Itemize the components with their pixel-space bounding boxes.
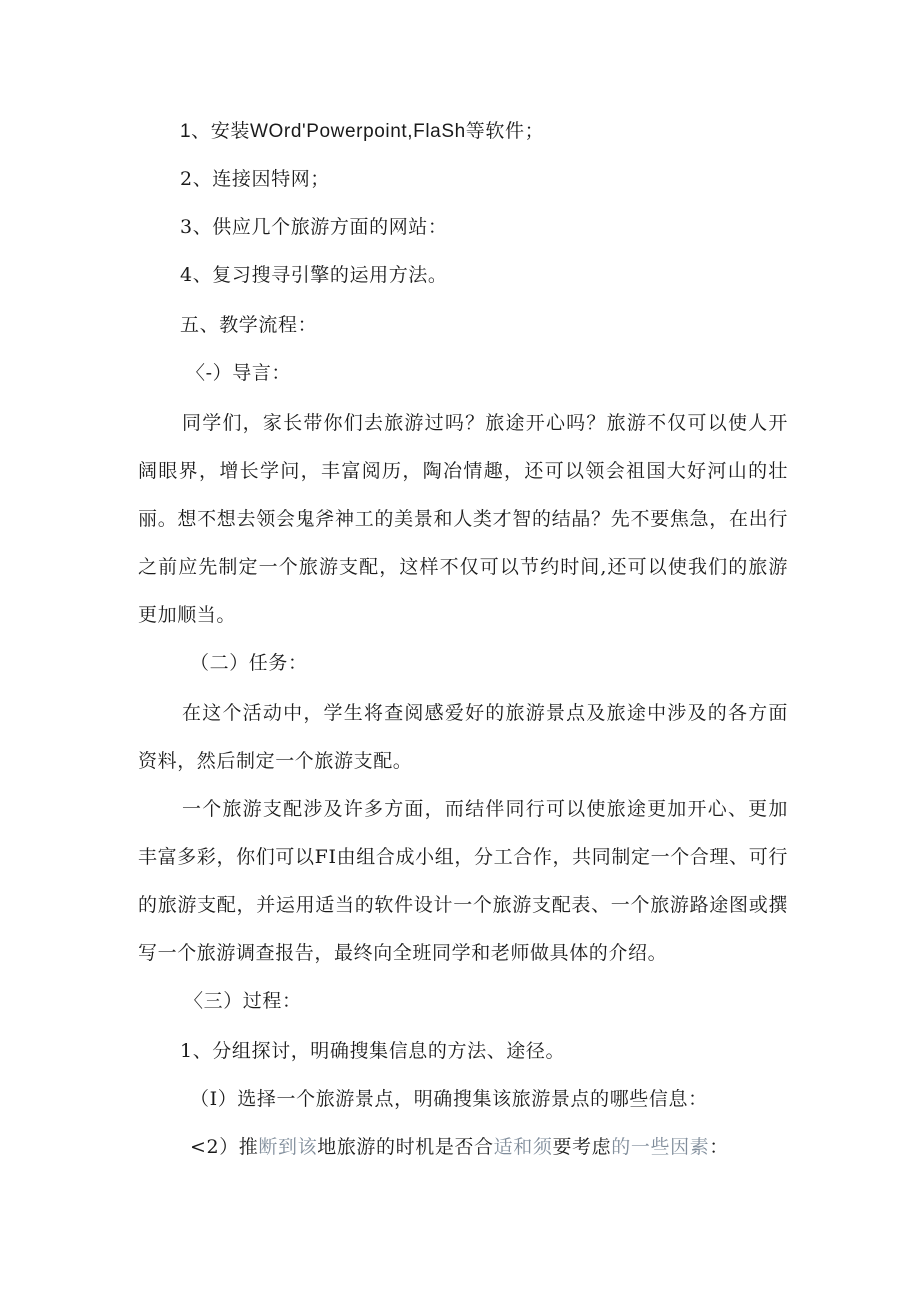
process-step-1b-part-e: 要考虑 [552,1136,612,1158]
process-step-1b-part-c: 地旅游的时机是否合 [317,1136,494,1158]
prep-item-1-software: WOrd'Powerpoint,FlaSh [249,121,466,142]
prep-item-1-text-c: 等软件； [465,120,545,142]
process-step-1a: （I）选择一个旅游景点，明确搜集该旅游景点的哪些信息： [190,1088,708,1110]
section-heading-5: 五、教学流程： [180,314,318,336]
prep-item-3: 3、供应几个旅游方面的网站： [180,216,448,238]
prep-item-2: 2、连接因特网； [180,168,330,190]
process-step-1b-part-a: <2）推 [190,1136,259,1158]
introduction-paragraph: 同学们，家长带你们去旅游过吗？旅途开心吗？旅游不仅可以使人开阔眼界，增长学问，丰富阅历，陶冶情趣，还可以领会祖国大好河山的壮丽。想不想去领会鬼斧神工的美景和人类才智的结晶？先不要焦急，在出行之前应先制定一个旅游支配，这样不仅可以节约时间,还可以使我们的旅游更加顺当。 [138,412,788,626]
process-step-1b-part-g: ： [709,1136,729,1158]
process-step-1b [190,1132,729,1162]
process-step-1b-part-f: 的一些因素 [611,1136,710,1158]
task-paragraph-1: 在这个活动中，学生将查阅感爱好的旅游景点及旅途中涉及的各方面资料，然后制定一个旅游支配。 [138,702,788,772]
prep-item-1 [180,116,544,147]
prep-item-4: 4、复习搜寻引擎的运用方法。 [180,264,448,286]
subheading-introduction: 〈-）导言： [186,362,292,384]
prep-item-1-text-a: 、安装 [191,120,250,142]
process-step-1b-part-d: 适和须 [493,1136,553,1158]
prep-item-1-number: 1 [180,121,192,142]
subheading-task: （二）任务： [190,652,308,674]
process-step-1b-part-b: 断到该 [258,1136,318,1158]
subheading-process: 〈三）过程： [184,990,302,1012]
task-paragraph-2: 一个旅游支配涉及许多方面，而结伴同行可以使旅途更加开心、更加丰富多彩，你们可以FI由组合成小组，分工合作，共同制定一个合理、可行的旅游支配，并运用适当的软件设计一个旅游支配表、一个旅游路途图或撰写一个旅游调查报告，最终向全班同学和老师做具体的介绍。 [138,798,788,964]
process-step-1: 1、分组探讨，明确搜集信息的方法、途径。 [180,1040,566,1062]
